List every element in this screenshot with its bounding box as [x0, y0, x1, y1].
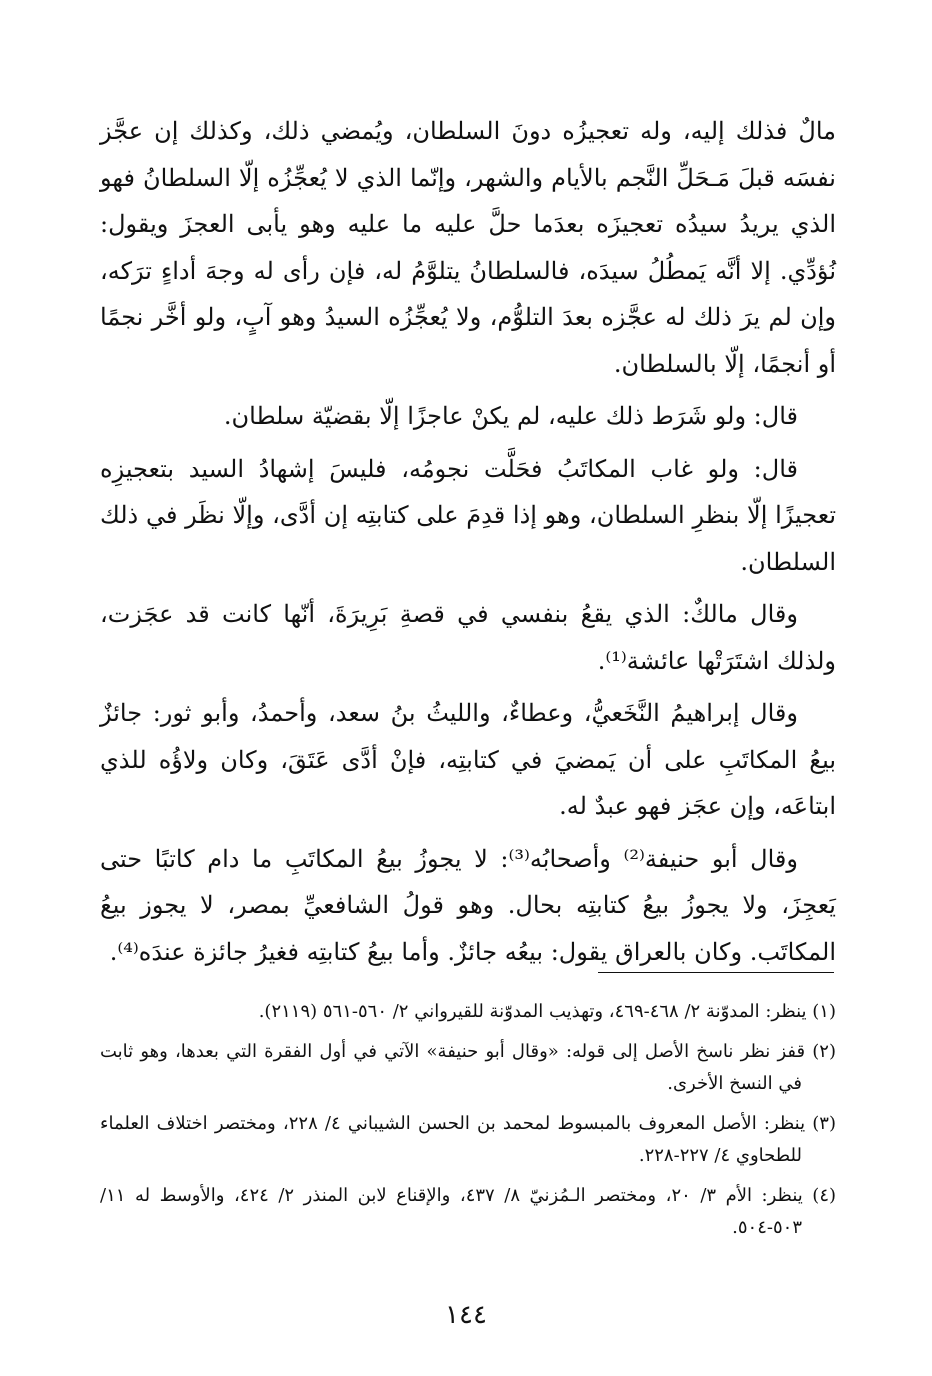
footnote-divider: [598, 972, 834, 973]
page-number: ١٤٤: [445, 1300, 487, 1330]
footnote: (٢) قفز نظر ناسخ الأصل إلى قوله: «وقال أبو حنيفة» الآتي في أول الفقرة التي بعدها، وهو ثابت في النسخ الأخرى.: [100, 1041, 836, 1094]
paragraph: وقال إبراهيمُ النَّخَعيُّ، وعطاءٌ، والليثُ بنُ سعد، وأحمدُ، وأبو ثور: جائزٌ بيعُ المكاتَبِ على أن يَمضيَ في كتابتِه، فإنْ أدَّى عَتَقَ، وكان ولاؤُه للذي ابتاعَه، وإن عجَز فهو عبدٌ له.: [100, 699, 836, 820]
paragraph: قال: ولو شَرَط ذلك عليه، لم يكنْ عاجزًا إلّا بقضيّة سلطان.: [223, 402, 798, 430]
footnote: (٣) ينظر: الأصل المعروف بالمبسوط لمحمد بن الحسن الشيباني ٤/ ٢٢٨، ومختصر اختلاف العلماء للطحاوي ٤/ ٢٢٧-٢٢٨.: [100, 1113, 836, 1166]
paragraph: مالٌ فذلك إليه، وله تعجيزُه دونَ السلطان، ويُمضي ذلك، وكذلك إن عجَّز نفسَه قبلَ مَـحَلِّ النَّجم بالأيام والشهر، وإنّما الذي لا يُعجِّزُه إلّا السلطانُ فهو الذي يريدُ سيدُه تعجيزَه بعدَما حلَّ عليه ما عليه وهو يأبى العجزَ ويقول: نُؤدِّي. إلا أنَّه يَمطُلُ سيدَه، فالسلطانُ يتلوَّمُ له، فإن رأى له وجهَ أداءٍ ترَكه، وإن لم يرَ ذلك له عجَّزه بعدَ التلوُّم، ولا يُعجِّزُه السيدُ وهو آبٍ، ولو أخَّر نجمًا أو أنجمًا، إلّا بالسلطان.: [100, 117, 837, 378]
main-text: [100, 108, 836, 981]
footnote: (٤) ينظر: الأم ٣/ ٢٠، ومختصر الـمُزنيّ ٨/ ٤٣٧، والإقناع لابن المنذر ٢/ ٤٢٤، والأوسط له ١١/ ٥٠٣-٥٠٤.: [100, 1185, 837, 1238]
footnotes: [100, 996, 836, 1252]
paragraph: قال: ولو غاب المكاتَبُ فحَلَّت نجومُه، فليسَ إشهادُ السيد بتعجيزِه تعجيزًا إلّا بنظرِ السلطان، وهو إذا قدِمَ على كتابتِه إن أدَّى، وإلّا نظَر في ذلك السلطان.: [100, 454, 836, 576]
paragraph: وقال مالكٌ: الذي يقعُ بنفسي في قصةِ بَرِيرَةَ، أنّها كانت قد عجَزت، ولذلك اشتَرَتْها عائشة⁽¹⁾.: [100, 600, 836, 675]
footnote: (١) ينظر: المدوّنة ٢/ ٤٦٨-٤٦٩، وتهذيب المدوّنة للقيرواني ٢/ ٥٦٠-٥٦١ (٢١١٩).: [258, 1001, 836, 1022]
paragraph: وقال أبو حنيفة⁽²⁾ وأصحابُه⁽³⁾: لا يجوزُ بيعُ المكاتَبِ ما دام كاتبًا حتى يَعجِزَ، ولا يجوزُ بيعُ كتابتِه بحال. وهو قولُ الشافعيِّ بمصر، لا يجوز بيعُ المكاتَب. وكان بالعراق يقول: بيعُه جائزٌ. وأما بيعُ كتابتِه فغيرُ جائزة عندَه⁽⁴⁾.: [100, 844, 836, 966]
